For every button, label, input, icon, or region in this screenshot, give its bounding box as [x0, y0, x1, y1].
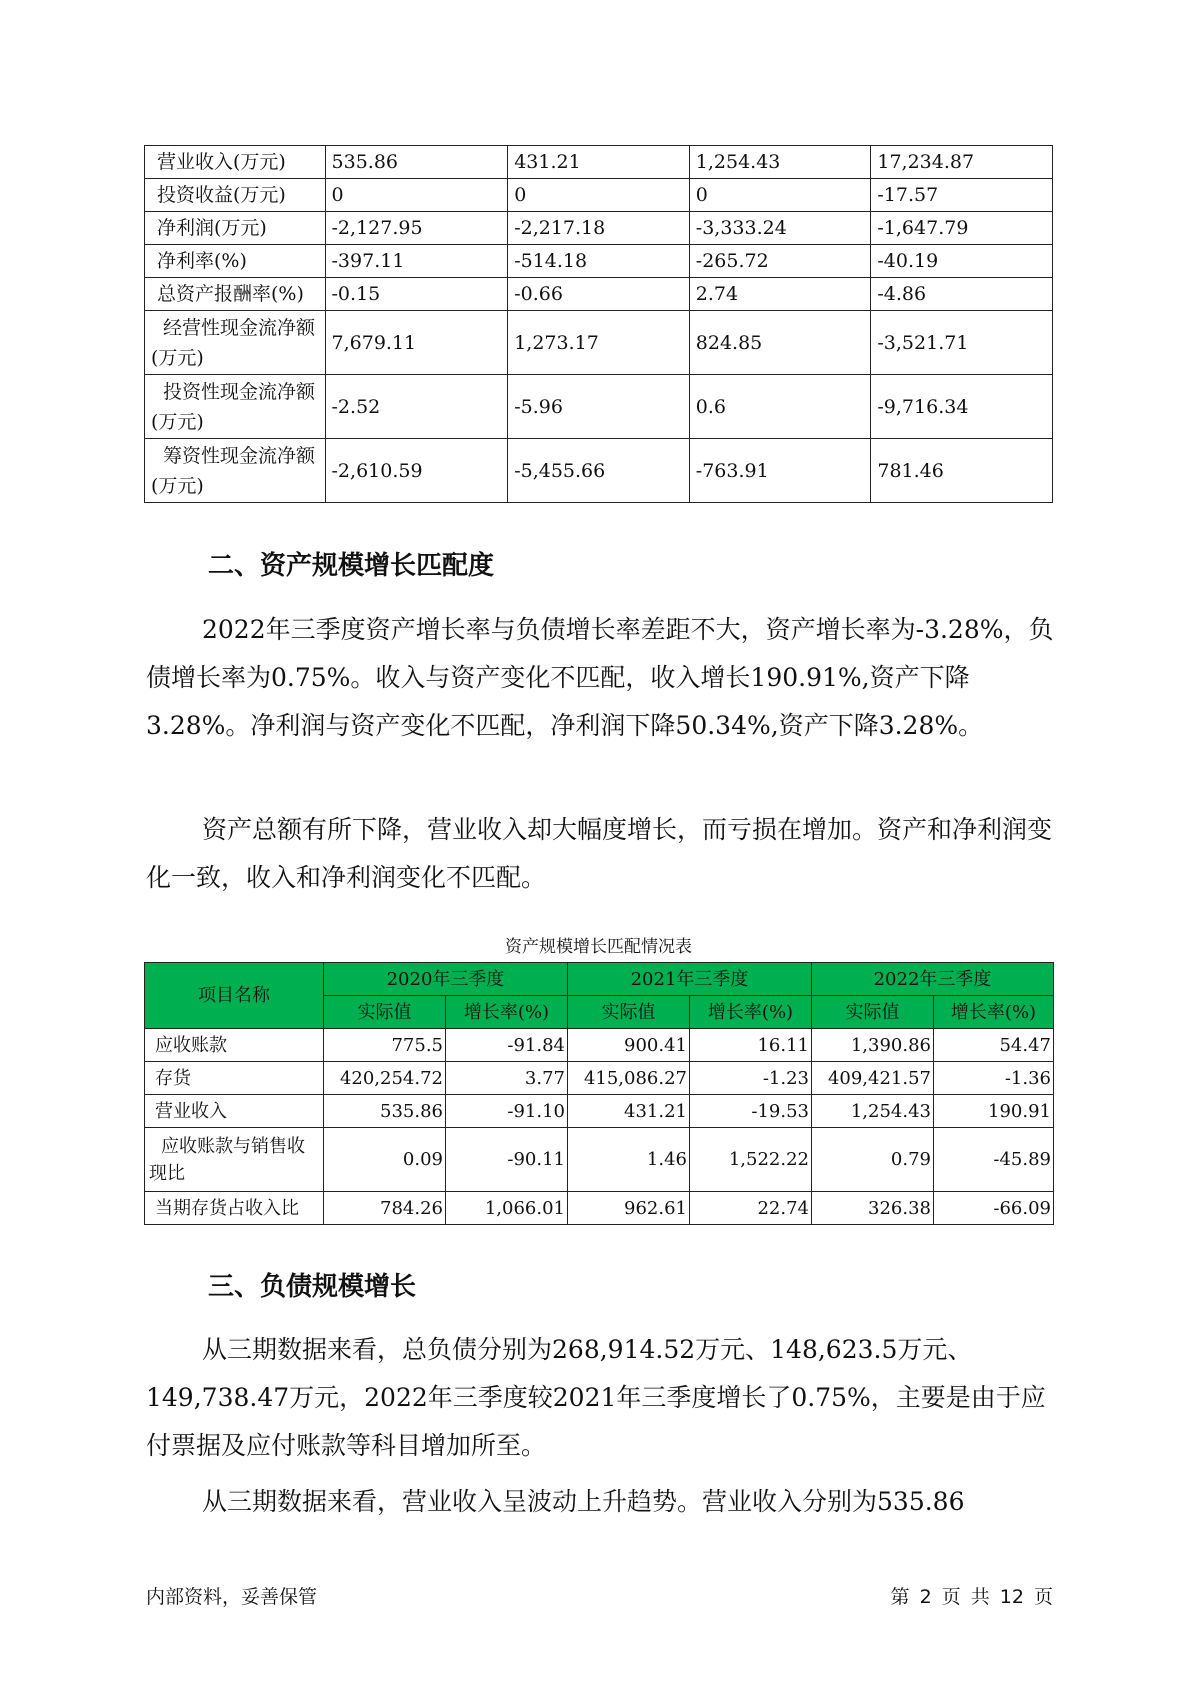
table-cell: 16.11: [690, 1029, 812, 1062]
table-row: [145, 146, 1053, 179]
table-cell: -19.53: [690, 1095, 812, 1128]
footer-confidential-note: 内部资料，妥善保管: [146, 1586, 318, 1608]
table-row: [145, 311, 1053, 375]
table-cell: -1.36: [934, 1062, 1054, 1095]
row-label-line: (万元): [151, 410, 204, 433]
table-row: [145, 439, 1053, 503]
table-cell: -40.19: [871, 245, 1053, 278]
table-row: [145, 245, 1053, 278]
table-cell: 0: [325, 179, 508, 212]
table-cell: 781.46: [871, 439, 1053, 503]
table-cell: -66.09: [934, 1192, 1054, 1225]
row-label: [145, 375, 326, 439]
row-label-line: (万元): [151, 474, 204, 497]
row-label: 存货: [145, 1062, 324, 1095]
table-cell: 962.61: [568, 1192, 690, 1225]
column-header: 2022年三季度: [812, 963, 1054, 996]
table-cell: -0.15: [325, 278, 508, 311]
section-heading: 三、负债规模增长: [208, 1272, 417, 1302]
page-number: 第 2 页 共 12 页: [890, 1586, 1053, 1608]
row-label-line: 筹资性现金流净额: [163, 444, 316, 467]
table-cell: 1,273.17: [508, 311, 690, 375]
table-cell: 824.85: [689, 311, 871, 375]
table-cell: -5.96: [508, 375, 690, 439]
table-cell: -45.89: [934, 1128, 1054, 1192]
table-row: [145, 212, 1053, 245]
table-cell: 1,522.22: [690, 1128, 812, 1192]
table-cell: -9,716.34: [871, 375, 1053, 439]
table-cell: -91.84: [446, 1029, 568, 1062]
table-row: [145, 1192, 1054, 1225]
row-label: 营业收入: [145, 1095, 324, 1128]
table-cell: 775.5: [324, 1029, 446, 1062]
table-cell: 431.21: [508, 146, 690, 179]
table-cell: -17.57: [871, 179, 1053, 212]
column-header: 增长率(%): [690, 996, 812, 1029]
row-label: 应收账款: [145, 1029, 324, 1062]
table-cell: 7,679.11: [325, 311, 508, 375]
table-cell: -0.66: [508, 278, 690, 311]
table-cell: 1.46: [568, 1128, 690, 1192]
table-cell: 420,254.72: [324, 1062, 446, 1095]
table-header-row: [145, 963, 1054, 996]
table-caption: 资产规模增长匹配情况表: [505, 937, 692, 957]
table-cell: 3.77: [446, 1062, 568, 1095]
table-cell: -514.18: [508, 245, 690, 278]
table-cell: 190.91: [934, 1095, 1054, 1128]
table-cell: -3,333.24: [689, 212, 871, 245]
table-row: [145, 375, 1053, 439]
paragraph: 资产总额有所下降，营业收入却大幅度增长，而亏损在增加。资产和净利润变化一致，收入和净利润变化不匹配。: [146, 815, 1053, 892]
table-cell: -3,521.71: [871, 311, 1053, 375]
column-header: 2021年三季度: [568, 963, 812, 996]
table-cell: 415,086.27: [568, 1062, 690, 1095]
table-row: [145, 1029, 1054, 1062]
table-cell: 22.74: [690, 1192, 812, 1225]
row-label: 营业收入(万元): [145, 146, 326, 179]
table-cell: -90.11: [446, 1128, 568, 1192]
table-cell: -763.91: [689, 439, 871, 503]
table-cell: 17,234.87: [871, 146, 1053, 179]
table-cell: 0: [508, 179, 690, 212]
table-cell: -1.23: [690, 1062, 812, 1095]
table-cell: 0.79: [812, 1128, 934, 1192]
row-label: [145, 311, 326, 375]
table-cell: -2,610.59: [325, 439, 508, 503]
table-cell: 431.21: [568, 1095, 690, 1128]
table-cell: 535.86: [325, 146, 508, 179]
table-cell: 2.74: [689, 278, 871, 311]
table-cell: 0: [689, 179, 871, 212]
table-cell: 1,254.43: [812, 1095, 934, 1128]
table-cell: 784.26: [324, 1192, 446, 1225]
row-label: [145, 439, 326, 503]
row-label: 总资产报酬率(%): [145, 278, 326, 311]
paragraph: 从三期数据来看，营业收入呈波动上升趋势。营业收入分别为535.86: [202, 1487, 965, 1516]
table-cell: 1,066.01: [446, 1192, 568, 1225]
table-cell: -265.72: [689, 245, 871, 278]
row-label: 净利润(万元): [145, 212, 326, 245]
table-cell: 1,254.43: [689, 146, 871, 179]
table-cell: -91.10: [446, 1095, 568, 1128]
paragraph: 从三期数据来看，总负债分别为268,914.52万元、148,623.5万元、149,738.47万元，2022年三季度较2021年三季度增长了0.75%，主要是由于应付票据及应付账款等科目增加所至。: [146, 1335, 1046, 1460]
table-row: [145, 1062, 1054, 1095]
column-header: 项目名称: [145, 963, 324, 1029]
table-cell: 409,421.57: [812, 1062, 934, 1095]
table-cell: 326.38: [812, 1192, 934, 1225]
table-cell: -397.11: [325, 245, 508, 278]
table-cell: -4.86: [871, 278, 1053, 311]
row-label-line: 经营性现金流净额: [163, 316, 316, 339]
table-cell: -2,127.95: [325, 212, 508, 245]
column-header: 增长率(%): [934, 996, 1054, 1029]
table-cell: -2,217.18: [508, 212, 690, 245]
row-label-line: 应收账款与销售收: [161, 1135, 305, 1157]
section-heading: 二、资产规模增长匹配度: [208, 551, 495, 581]
column-header: 增长率(%): [446, 996, 568, 1029]
row-label: 净利率(%): [145, 245, 326, 278]
table-cell: -1,647.79: [871, 212, 1053, 245]
table-cell: 1,390.86: [812, 1029, 934, 1062]
column-header: 2020年三季度: [324, 963, 568, 996]
asset-growth-match-table: [144, 962, 1054, 1225]
column-header: 实际值: [324, 996, 446, 1029]
table-row: [145, 1128, 1054, 1192]
table-cell: 54.47: [934, 1029, 1054, 1062]
row-label-line: 现比: [149, 1162, 185, 1184]
table-row: [145, 278, 1053, 311]
table-cell: -2.52: [325, 375, 508, 439]
row-label-line: (万元): [151, 346, 204, 369]
table-cell: 0.6: [689, 375, 871, 439]
table-cell: 900.41: [568, 1029, 690, 1062]
table-cell: -5,455.66: [508, 439, 690, 503]
table-cell: 535.86: [324, 1095, 446, 1128]
table-row: [145, 179, 1053, 212]
column-header: 实际值: [568, 996, 690, 1029]
table-row: [145, 1095, 1054, 1128]
financial-indicators-table: [144, 145, 1053, 503]
column-header: 实际值: [812, 996, 934, 1029]
paragraph: 2022年三季度资产增长率与负债增长率差距不大，资产增长率为-3.28%，负债增长率为0.75%。收入与资产变化不匹配，收入增长190.91%,资产下降3.28%。净利润与资产变化不匹配，净利润下降50.34%,资产下降3.28%。: [146, 615, 1054, 740]
row-label: [145, 1128, 324, 1192]
table-cell: 0.09: [324, 1128, 446, 1192]
row-label-line: 投资性现金流净额: [163, 380, 316, 403]
row-label: 当期存货占收入比: [145, 1192, 324, 1225]
row-label: 投资收益(万元): [145, 179, 326, 212]
